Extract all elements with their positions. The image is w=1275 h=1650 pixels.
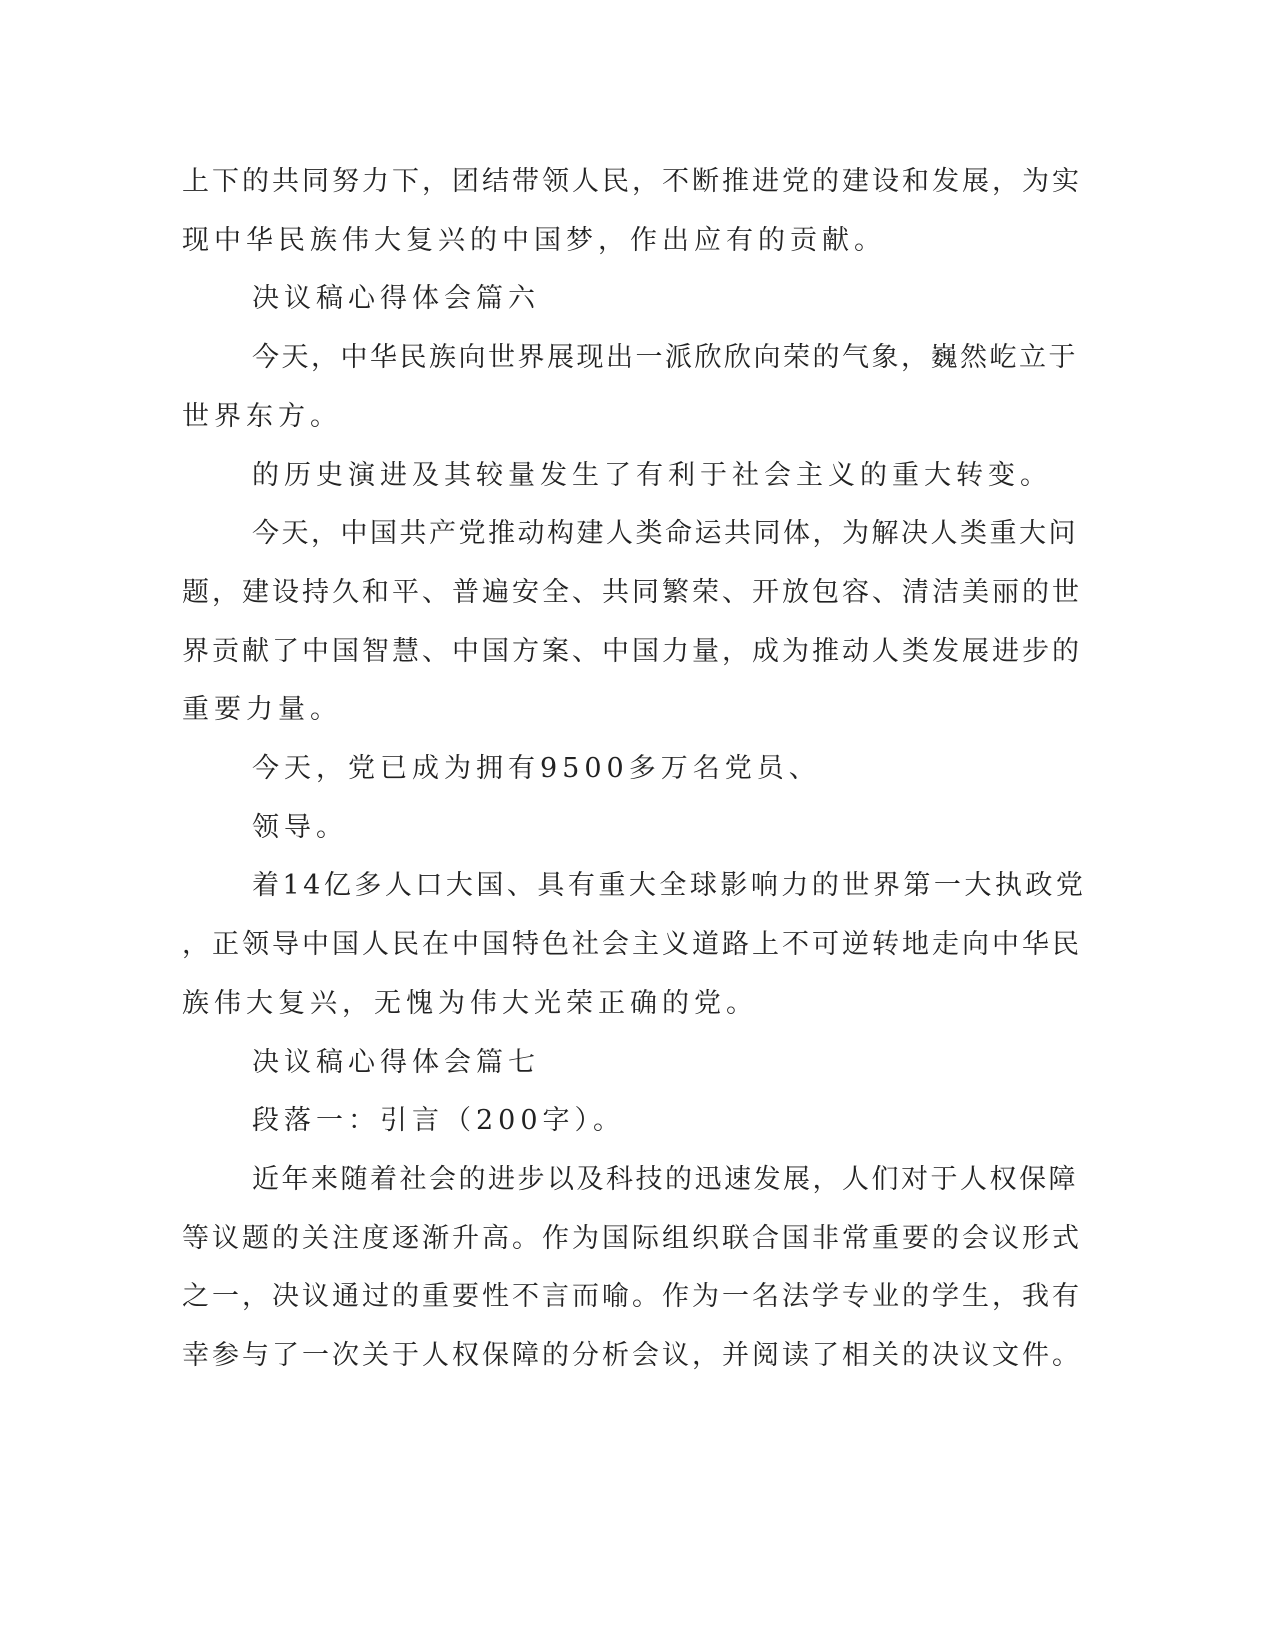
paragraph-heading: 段落一：引言（200字）。 xyxy=(252,1105,626,1136)
text-line: 今天，中华民族向世界展现出一派欣欣向荣的气象，巍然屹立于 xyxy=(252,342,1078,373)
text-line: 上下的共同努力下，团结带领人民，不断推进党的建设和发展，为实 xyxy=(182,166,1082,197)
text-line: 近年来随着社会的进步以及科技的迅速发展，人们对于人权保障 xyxy=(252,1164,1078,1195)
text-line: 幸参与了一次关于人权保障的分析会议，并阅读了相关的决议文件。 xyxy=(182,1340,1082,1371)
text-line: 的历史演进及其较量发生了有利于社会主义的重大转变。 xyxy=(252,460,1052,491)
text-line: 世界东方。 xyxy=(182,401,342,432)
text-line: 等议题的关注度逐渐升高。作为国际组织联合国非常重要的会议形式 xyxy=(182,1223,1082,1254)
text-line: 今天，中国共产党推动构建人类命运共同体，为解决人类重大问 xyxy=(252,518,1078,549)
text-line: 界贡献了中国智慧、中国方案、中国力量，成为推动人类发展进步的 xyxy=(182,636,1082,667)
text-line: 领导。 xyxy=(252,812,348,843)
text-line: 族伟大复兴，无愧为伟大光荣正确的党。 xyxy=(182,988,758,1019)
section-heading: 决议稿心得体会篇六 xyxy=(252,283,540,314)
text-line: 题，建设持久和平、普遍安全、共同繁荣、开放包容、清洁美丽的世 xyxy=(182,577,1082,608)
section-heading: 决议稿心得体会篇七 xyxy=(252,1047,540,1078)
text-line: 重要力量。 xyxy=(182,694,342,725)
text-line: ，正领导中国人民在中国特色社会主义道路上不可逆转地走向中华民 xyxy=(182,929,1082,960)
text-line: 之一，决议通过的重要性不言而喻。作为一名法学专业的学生，我有 xyxy=(182,1281,1082,1312)
text-line: 今天，党已成为拥有9500多万名党员、 xyxy=(252,753,821,784)
text-line: 现中华民族伟大复兴的中国梦，作出应有的贡献。 xyxy=(182,225,886,256)
text-line: 着14亿多人口大国、具有重大全球影响力的世界第一大执政党 xyxy=(252,870,1087,901)
